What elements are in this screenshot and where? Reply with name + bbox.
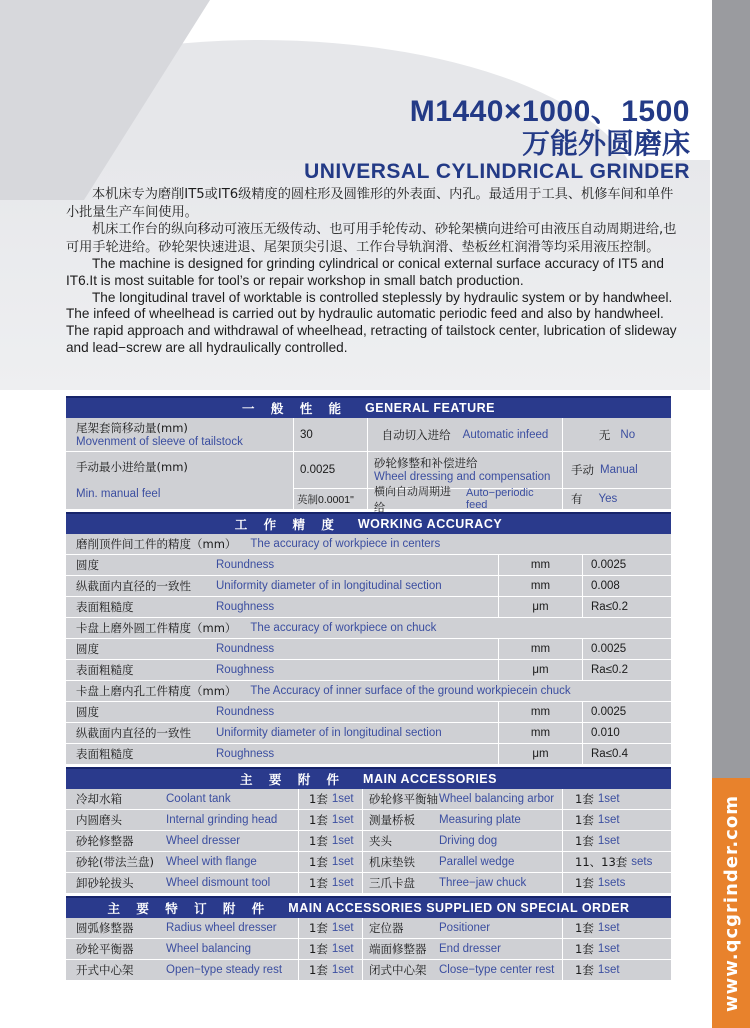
special-qty-cn: 1套 — [575, 942, 594, 956]
model-title: M1440×1000、1500 — [409, 95, 690, 128]
accuracy-row — [66, 744, 671, 765]
general-row: 手动最小进给量(mm) Min. manual feel 0.0025 英制0.0001" 砂轮修整和补偿进给 Wheel dressing and compensation 横向自动周期进给 Auto−periodic feed 手动 Manual 有 Yes — [66, 452, 671, 510]
accessories-row — [66, 831, 671, 852]
product-title-cn: 万能外圆磨床 — [521, 127, 690, 160]
accessories-item-cn: 卸砂轮拔头 — [76, 876, 134, 890]
accessories-qty — [299, 873, 363, 893]
accuracy-group-title-en: The Accuracy of inner surface of the ground workpiecein chuck — [250, 685, 571, 697]
special-qty — [563, 918, 671, 938]
accuracy-item-en: Uniformity diameter of in longitudinal section — [216, 727, 442, 739]
accessories-item — [66, 831, 299, 851]
accessories-item-en: Parallel wedge — [439, 856, 515, 868]
special-qty-cn: 1套 — [575, 963, 594, 977]
accessories-qty-en: 1set — [331, 814, 354, 826]
special-item-cn: 砂轮平衡器 — [76, 942, 134, 956]
accessories-qty — [563, 831, 671, 851]
accuracy-row — [66, 576, 671, 597]
accessories-qty-cn: 1套 — [309, 813, 328, 827]
special-item — [66, 918, 299, 938]
accessories-qty — [299, 810, 363, 830]
special-qty-en: 1set — [331, 943, 354, 955]
accuracy-value: 0.010 — [591, 727, 620, 739]
accessories-item-cn: 砂轮(带法兰盘) — [76, 855, 154, 869]
accuracy-unit: μm — [499, 744, 583, 764]
accessories-item-cn: 机床垫铁 — [369, 855, 415, 869]
accuracy-item-cn: 表面粗糙度 — [76, 600, 134, 614]
accuracy-unit: mm — [499, 702, 583, 722]
intro-en-paragraph: The machine is designed for grinding cylindrical or conical external surface accuracy of IT5 and IT6.It is most suitable for tool’s or repair workshop in small batch production. — [66, 256, 664, 288]
special-item-en: Positioner — [439, 922, 491, 934]
intro-cn-paragraph: 机床工作台的纵向移动可液压无级传动、也可用手轮传动、砂轮架横向进给可由液压自动周期进给,也可用手轮进给。砂轮架快速进退、尾架顶尖引退、工作台导轨润滑、垫板丝杠润滑等均采用液压控制。 — [66, 222, 677, 255]
accessories-item-en: Measuring plate — [439, 814, 521, 826]
accessories-item — [363, 810, 563, 830]
accessories-qty-cn: 1套 — [309, 876, 328, 890]
accessories-item-en: Wheel dismount tool — [166, 877, 271, 889]
accessories-qty — [299, 831, 363, 851]
accessories-row — [66, 810, 671, 831]
accessories-qty-cn: 1套 — [575, 876, 594, 890]
accuracy-item-cn: 表面粗糙度 — [76, 747, 134, 761]
special-row — [66, 939, 671, 960]
special-item-en: Open−type steady rest — [166, 964, 283, 976]
accessories-item-en: Wheel balancing arbor — [439, 793, 555, 805]
accuracy-group-cell — [66, 681, 671, 701]
accessories-qty-cn: 1套 — [575, 834, 594, 848]
special-qty-en: 1set — [331, 964, 354, 976]
accuracy-row — [66, 597, 671, 618]
accuracy-item-en: Roundness — [216, 706, 275, 718]
accuracy-value: 0.0025 — [591, 706, 627, 718]
accessories-item — [66, 873, 299, 893]
special-item — [363, 939, 563, 959]
accessories-qty — [563, 810, 671, 830]
accessories-item — [363, 852, 563, 872]
intro-cn-paragraph: 本机床专为磨削IT5或IT6级精度的圆柱形及圆锥形的外表面、内孔。最适用于工具、机修车间和单件小批量生产车间使用。 — [66, 187, 674, 220]
accessories-item-en: Wheel dresser — [166, 835, 241, 847]
accessories-item-cn: 砂轮修平衡轴 — [369, 792, 438, 806]
general-row: 尾架套筒移动量(mm) Movenment of sleeve of tailstock 30 自动切入进给 Automatic infeed 无 No — [66, 418, 671, 452]
special-item-cn: 定位器 — [369, 921, 404, 935]
section-header-special: 主 要 特 订 附 件 MAIN ACCESSORIES SUPPLIED ON SPECIAL ORDER — [66, 896, 671, 918]
accuracy-group-title-en: The accuracy of workpiece in centers — [250, 538, 441, 550]
special-qty-cn: 1套 — [309, 963, 328, 977]
accessories-item-cn: 冷却水箱 — [76, 792, 122, 806]
accessories-item — [363, 831, 563, 851]
accuracy-group-title-cn: 卡盘上磨外圆工件精度（mm） — [76, 621, 237, 635]
accuracy-body — [66, 534, 671, 765]
spec-table — [66, 394, 671, 981]
accuracy-item-cn: 纵截面内直径的一致性 — [76, 579, 191, 593]
accuracy-group-title-cn: 磨削顶件间工件的精度（mm） — [76, 537, 237, 551]
accessories-qty-en: 1set — [597, 793, 620, 805]
special-qty-en: 1set — [597, 922, 620, 934]
accuracy-item — [66, 744, 499, 764]
accessories-qty — [563, 852, 671, 872]
accuracy-item — [66, 702, 499, 722]
special-qty — [299, 960, 363, 980]
special-qty-en: 1set — [331, 922, 354, 934]
accessories-item-en: Internal grinding head — [166, 814, 278, 826]
special-item-en: Wheel balancing — [166, 943, 252, 955]
special-row — [66, 918, 671, 939]
accessories-qty-en: 1set — [331, 835, 354, 847]
accessories-item — [66, 810, 299, 830]
accuracy-item-cn: 圆度 — [76, 705, 99, 719]
accuracy-item-en: Roughness — [216, 748, 275, 760]
accessories-item-en: Three−jaw chuck — [439, 877, 527, 889]
accessories-item-cn: 三爪卡盘 — [369, 876, 415, 890]
accuracy-item — [66, 555, 499, 575]
accuracy-item-cn: 纵截面内直径的一致性 — [76, 726, 191, 740]
accessories-row — [66, 852, 671, 873]
accuracy-row — [66, 702, 671, 723]
special-item — [66, 960, 299, 980]
section-header-general: 一 般 性 能 GENERAL FEATURE — [66, 396, 671, 418]
accessories-qty — [563, 789, 671, 809]
special-qty — [563, 939, 671, 959]
accuracy-value: 0.008 — [591, 580, 620, 592]
accessories-qty-en: 1set — [331, 856, 354, 868]
accuracy-row — [66, 639, 671, 660]
accuracy-item — [66, 660, 499, 680]
special-item — [363, 918, 563, 938]
accuracy-item — [66, 639, 499, 659]
accessories-qty-en: 1set — [331, 877, 354, 889]
special-qty-cn: 1套 — [309, 942, 328, 956]
special-item-en: Radius wheel dresser — [166, 922, 277, 934]
accuracy-unit: μm — [499, 660, 583, 680]
accuracy-group-title — [66, 681, 671, 702]
product-title-en: UNIVERSAL CYLINDRICAL GRINDER — [304, 160, 690, 183]
accessories-qty — [299, 852, 363, 872]
accuracy-item-en: Roughness — [216, 601, 275, 613]
special-qty-en: 1set — [597, 943, 620, 955]
accessories-qty — [299, 789, 363, 809]
accessories-item-cn: 夹头 — [369, 834, 392, 848]
accessories-body — [66, 789, 671, 894]
accuracy-group-title — [66, 618, 671, 639]
accuracy-group-title — [66, 534, 671, 555]
website-url: www.qcgrinder.com — [720, 794, 742, 1012]
special-qty-en: 1set — [597, 964, 620, 976]
accessories-qty-en: 1set — [331, 793, 354, 805]
accessories-item — [363, 873, 563, 893]
accessories-qty-en: 1sets — [597, 877, 626, 889]
section-header-accuracy: 工 作 精 度 WORKING ACCURACY — [66, 512, 671, 534]
special-qty-cn: 1套 — [309, 921, 328, 935]
accessories-item-cn: 砂轮修整器 — [76, 834, 134, 848]
accessories-item-cn: 测量桥板 — [369, 813, 415, 827]
accessories-item — [66, 789, 299, 809]
accessories-item — [66, 852, 299, 872]
intro-en-paragraph: The longitudinal travel of worktable is controlled steplessly by hydraulic system or by handwheel. The infeed of wheelhead is carried out by hydraulic automatic periodic feed and also by handwheel. The rapid approach and withdrawal of wheelhead, retracting of tailstock center, lubrication of slideway and lead−screw are all hydraulically controlled. — [66, 289, 677, 355]
special-body — [66, 918, 671, 981]
accuracy-unit: μm — [499, 597, 583, 617]
accuracy-group-title-en: The accuracy of workpiece on chuck — [250, 622, 437, 634]
accuracy-value: Ra≤0.4 — [591, 748, 628, 760]
special-item-cn: 闭式中心架 — [369, 963, 427, 977]
accuracy-value: Ra≤0.2 — [591, 601, 628, 613]
accuracy-value: 0.0025 — [591, 559, 627, 571]
accuracy-item-en: Roughness — [216, 664, 275, 676]
accuracy-row — [66, 555, 671, 576]
special-qty — [299, 939, 363, 959]
accuracy-unit: mm — [499, 576, 583, 596]
special-qty — [299, 918, 363, 938]
accessories-item-en: Coolant tank — [166, 793, 231, 805]
accessories-row — [66, 789, 671, 810]
special-item — [66, 939, 299, 959]
accuracy-group-cell — [66, 534, 671, 554]
accessories-item-en: Driving dog — [439, 835, 498, 847]
accuracy-row — [66, 723, 671, 744]
website-tab — [712, 778, 750, 1028]
accuracy-item-en: Roundness — [216, 559, 275, 571]
accuracy-item-cn: 圆度 — [76, 558, 99, 572]
accessories-qty-cn: 11、13套 — [575, 855, 628, 869]
accessories-qty-en: 1set — [597, 814, 620, 826]
section-header-accessories: 主 要 附 件 MAIN ACCESSORIES — [66, 767, 671, 789]
intro-text — [66, 186, 678, 357]
special-qty — [563, 960, 671, 980]
accessories-qty — [563, 873, 671, 893]
accuracy-value: 0.0025 — [591, 643, 627, 655]
accuracy-unit: mm — [499, 639, 583, 659]
special-row — [66, 960, 671, 981]
accuracy-item — [66, 597, 499, 617]
accessories-row — [66, 873, 671, 894]
accessories-qty-en: sets — [631, 856, 653, 868]
accessories-qty-cn: 1套 — [575, 813, 594, 827]
accuracy-group-cell — [66, 618, 671, 638]
accessories-item-en: Wheel with flange — [166, 856, 257, 868]
accuracy-item — [66, 723, 499, 743]
accessories-qty-en: 1set — [597, 835, 620, 847]
accuracy-item-en: Roundness — [216, 643, 275, 655]
accessories-qty-cn: 1套 — [309, 834, 328, 848]
accuracy-unit: mm — [499, 555, 583, 575]
special-item — [363, 960, 563, 980]
accuracy-item-cn: 表面粗糙度 — [76, 663, 134, 677]
accuracy-item-en: Uniformity diameter of in longitudinal section — [216, 580, 442, 592]
accessories-qty-cn: 1套 — [309, 855, 328, 869]
accessories-qty-cn: 1套 — [309, 792, 328, 806]
special-qty-cn: 1套 — [575, 921, 594, 935]
accuracy-value: Ra≤0.2 — [591, 664, 628, 676]
special-item-cn: 圆弧修整器 — [76, 921, 134, 935]
accessories-item — [363, 789, 563, 809]
accessories-item-cn: 内圆磨头 — [76, 813, 122, 827]
special-item-cn: 开式中心架 — [76, 963, 134, 977]
accuracy-item — [66, 576, 499, 596]
accessories-qty-cn: 1套 — [575, 792, 594, 806]
special-item-en: Close−type center rest — [439, 964, 555, 976]
special-item-cn: 端面修整器 — [369, 942, 427, 956]
accuracy-unit: mm — [499, 723, 583, 743]
special-item-en: End dresser — [439, 943, 502, 955]
accuracy-row — [66, 660, 671, 681]
accuracy-item-cn: 圆度 — [76, 642, 99, 656]
accuracy-group-title-cn: 卡盘上磨内孔工件精度（mm） — [76, 684, 237, 698]
